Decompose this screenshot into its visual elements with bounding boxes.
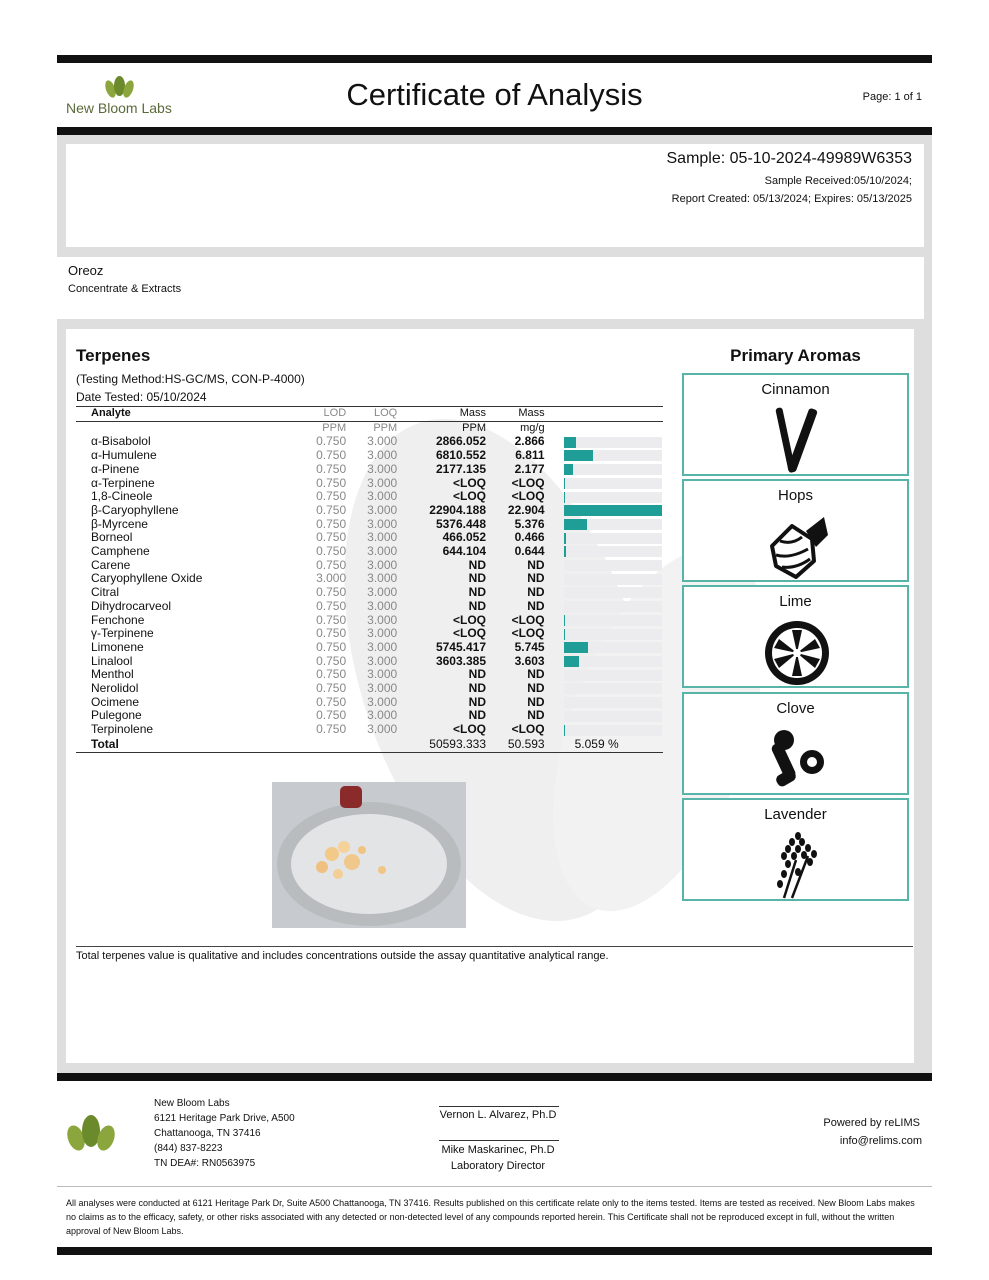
page-number: Page: 1 of 1 bbox=[862, 91, 922, 103]
mass-bar-track bbox=[564, 711, 662, 722]
analyte-name: Fenchone bbox=[91, 612, 145, 627]
mass-bar-fill bbox=[564, 642, 589, 653]
unit-mass: PPM bbox=[462, 421, 486, 434]
sample-received: Sample Received:05/10/2024; bbox=[764, 175, 912, 187]
loq-value: 3.000 bbox=[367, 681, 398, 696]
analyte-name: α-Humulene bbox=[91, 448, 157, 463]
mass-mg-value: <LOQ bbox=[511, 489, 545, 504]
mass-mg-value: 6.811 bbox=[515, 448, 545, 463]
lod-value: 0.750 bbox=[316, 598, 347, 613]
footer-top-rule bbox=[57, 1073, 932, 1081]
mass-bar-cell bbox=[545, 655, 663, 669]
mass-bar-track bbox=[564, 601, 662, 612]
product-name: Oreoz bbox=[68, 263, 104, 278]
mass-mg-value: ND bbox=[527, 571, 545, 586]
table-row bbox=[76, 682, 663, 696]
analyte-name: α-Terpinene bbox=[91, 475, 155, 490]
analyte-name: Dihydrocarveol bbox=[91, 598, 172, 613]
mass-bar-fill bbox=[564, 464, 573, 475]
analyte-name: Limonene bbox=[91, 639, 144, 654]
mass-bar-track bbox=[564, 683, 662, 694]
mass-bar-track bbox=[564, 464, 662, 475]
mass-bar-cell bbox=[545, 490, 663, 504]
mass-mg-value: ND bbox=[527, 708, 545, 723]
table-units-row bbox=[76, 421, 663, 435]
table-row bbox=[76, 559, 663, 573]
loq-value: 3.000 bbox=[367, 502, 398, 517]
loq-value: 3.000 bbox=[367, 722, 398, 737]
table-row bbox=[76, 449, 663, 463]
mass-bar-track bbox=[564, 587, 662, 598]
aroma-label: Clove bbox=[776, 700, 815, 717]
mass-bar-track bbox=[564, 697, 662, 708]
mass-bar-fill bbox=[564, 478, 565, 489]
mass-mg-value: <LOQ bbox=[511, 626, 545, 641]
table-row bbox=[76, 477, 663, 491]
mass-mg-value: 5.745 bbox=[514, 639, 545, 654]
lod-value: 0.750 bbox=[316, 694, 347, 709]
mass-mg-value: 0.644 bbox=[514, 544, 545, 559]
signer-2-title: Laboratory Director bbox=[450, 1160, 546, 1172]
mass-mg-value: 22.904 bbox=[507, 502, 545, 517]
lime-icon bbox=[762, 617, 832, 687]
lod-value: 0.750 bbox=[316, 530, 347, 545]
mass-bar-cell bbox=[545, 477, 663, 491]
loq-value: 3.000 bbox=[367, 639, 398, 654]
mass-bar-cell bbox=[545, 559, 663, 573]
table-row bbox=[76, 463, 663, 477]
loq-value: 3.000 bbox=[367, 571, 398, 586]
mass-bar-fill bbox=[564, 519, 587, 530]
footer-lab-name: New Bloom Labs bbox=[154, 1098, 230, 1109]
mass-bar-cell bbox=[545, 531, 663, 545]
mass-bar-fill bbox=[564, 533, 566, 544]
analyte-name: Menthol bbox=[91, 667, 134, 682]
signature-line-1 bbox=[439, 1106, 559, 1107]
mass-ppm-value: 2177.135 bbox=[435, 461, 486, 476]
mass-bar-track bbox=[564, 533, 662, 544]
aroma-label: Hops bbox=[777, 487, 814, 504]
mass-bar-fill bbox=[564, 656, 579, 667]
mass-bar-cell bbox=[545, 545, 663, 559]
analyte-name: Citral bbox=[91, 585, 120, 600]
lod-value: 0.750 bbox=[316, 461, 347, 476]
lod-value: 0.750 bbox=[316, 681, 347, 696]
analyte-name: Terpinolene bbox=[91, 722, 154, 737]
mass-bar-fill bbox=[564, 450, 593, 461]
loq-value: 3.000 bbox=[367, 489, 398, 504]
mass-bar-track bbox=[564, 656, 662, 667]
testing-method: (Testing Method:HS-GC/MS, CON-P-4000) bbox=[76, 372, 305, 386]
table-row bbox=[76, 572, 663, 586]
mass-mg-value: ND bbox=[527, 585, 545, 600]
loq-value: 3.000 bbox=[367, 626, 398, 641]
analyte-name: γ-Terpinene bbox=[91, 626, 154, 641]
mass-ppm-value: 466.052 bbox=[442, 530, 486, 545]
unit-loq: PPM bbox=[373, 421, 398, 434]
loq-value: 3.000 bbox=[367, 557, 398, 572]
mass-bar-cell bbox=[545, 504, 663, 518]
mass-ppm-value: ND bbox=[468, 694, 486, 709]
mass-ppm-value: ND bbox=[468, 681, 486, 696]
note-rule bbox=[76, 946, 913, 947]
powered-by: Powered by reLIMS bbox=[823, 1117, 920, 1129]
mass-ppm-value: 22904.188 bbox=[429, 502, 486, 517]
mass-mg-value: ND bbox=[527, 557, 545, 572]
lod-value: 0.750 bbox=[316, 667, 347, 682]
loq-value: 3.000 bbox=[367, 653, 398, 668]
mass-bar-cell bbox=[545, 586, 663, 600]
mass-bar-track bbox=[564, 615, 662, 626]
table-row bbox=[76, 504, 663, 518]
mass-bar-cell bbox=[545, 709, 663, 723]
product-category: Concentrate & Extracts bbox=[68, 283, 182, 295]
mass-ppm-value: 3603.385 bbox=[435, 653, 486, 668]
page-title: Certificate of Analysis bbox=[346, 77, 643, 112]
mass-ppm-value: 5376.448 bbox=[435, 516, 486, 531]
mass-ppm-value: 644.104 bbox=[442, 544, 486, 559]
col-lod: LOD bbox=[323, 407, 347, 419]
table-row bbox=[76, 545, 663, 559]
mass-mg-value: ND bbox=[527, 681, 545, 696]
aroma-card-hops bbox=[682, 479, 909, 582]
date-tested: Date Tested: 05/10/2024 bbox=[76, 390, 207, 404]
lod-value: 0.750 bbox=[316, 585, 347, 600]
mass-bar-track bbox=[564, 546, 662, 557]
table-row bbox=[76, 696, 663, 710]
footer-address2: Chattanooga, TN 37416 bbox=[154, 1128, 261, 1139]
total-mg: 50.593 bbox=[507, 736, 545, 751]
header-top-rule bbox=[57, 55, 932, 63]
analyte-name: 1,8-Cineole bbox=[91, 489, 153, 504]
analyte-name: Ocimene bbox=[91, 694, 140, 709]
mass-ppm-value: ND bbox=[468, 667, 486, 682]
lod-value: 3.000 bbox=[316, 571, 347, 586]
aroma-card-lime bbox=[682, 585, 909, 688]
hops-icon bbox=[762, 511, 832, 581]
mass-ppm-value: ND bbox=[468, 557, 486, 572]
mass-ppm-value: ND bbox=[468, 598, 486, 613]
loq-value: 3.000 bbox=[367, 598, 398, 613]
terpenes-note: Total terpenes value is qualitative and includes concentrations outside the assay quantitative analytical range. bbox=[76, 950, 609, 962]
loq-value: 3.000 bbox=[367, 530, 398, 545]
aromas-title: Primary Aromas bbox=[730, 346, 861, 365]
table-row bbox=[76, 600, 663, 614]
mass-ppm-value: <LOQ bbox=[452, 722, 486, 737]
mass-ppm-value: <LOQ bbox=[452, 626, 486, 641]
mass-bar-fill bbox=[564, 725, 565, 736]
table-row bbox=[76, 586, 663, 600]
col-loq: LOQ bbox=[373, 407, 398, 419]
footer-address1: 6121 Heritage Park Drive, A500 bbox=[154, 1113, 295, 1124]
mass-ppm-value: ND bbox=[468, 585, 486, 600]
mass-bar-fill bbox=[564, 505, 662, 516]
mass-mg-value: 2.177 bbox=[514, 461, 545, 476]
mass-mg-value: <LOQ bbox=[511, 722, 545, 737]
analyte-name: Nerolidol bbox=[91, 681, 139, 696]
total-row bbox=[76, 737, 663, 753]
mass-mg-value: ND bbox=[527, 694, 545, 709]
logo-text: New Bloom Labs bbox=[66, 100, 172, 116]
mass-bar-cell bbox=[545, 641, 663, 655]
mass-ppm-value: ND bbox=[468, 708, 486, 723]
lod-value: 0.750 bbox=[316, 626, 347, 641]
lod-value: 0.750 bbox=[316, 639, 347, 654]
table-row bbox=[76, 627, 663, 641]
mass-bar-cell bbox=[545, 463, 663, 477]
mass-bar-cell bbox=[545, 600, 663, 614]
terpenes-table bbox=[76, 406, 663, 753]
mass-bar-track bbox=[564, 519, 662, 530]
lavender-icon bbox=[762, 830, 832, 900]
mass-mg-value: ND bbox=[527, 667, 545, 682]
lod-value: 0.750 bbox=[316, 612, 347, 627]
mass-bar-cell bbox=[545, 723, 663, 737]
table-row bbox=[76, 723, 663, 737]
mass-bar-cell bbox=[545, 449, 663, 463]
loq-value: 3.000 bbox=[367, 461, 398, 476]
analyte-name: Camphene bbox=[91, 544, 150, 559]
lod-value: 0.750 bbox=[316, 653, 347, 668]
mass-mg-value: ND bbox=[527, 598, 545, 613]
total-label: Total bbox=[91, 736, 119, 751]
mass-ppm-value: 5745.417 bbox=[435, 639, 486, 654]
mass-bar-cell bbox=[545, 518, 663, 532]
signer-2: Mike Maskarinec, Ph.D bbox=[441, 1144, 555, 1156]
col-analyte: Analyte bbox=[91, 407, 131, 419]
mass-ppm-value: <LOQ bbox=[452, 612, 486, 627]
aroma-label: Lime bbox=[779, 593, 812, 610]
mass-bar-track bbox=[564, 492, 662, 503]
loq-value: 3.000 bbox=[367, 475, 398, 490]
mass-ppm-value: 2866.052 bbox=[435, 434, 486, 449]
loq-value: 3.000 bbox=[367, 516, 398, 531]
analyte-name: β-Caryophyllene bbox=[91, 502, 179, 517]
table-row bbox=[76, 490, 663, 504]
mass-bar-track bbox=[564, 642, 662, 653]
lod-value: 0.750 bbox=[316, 722, 347, 737]
mass-bar-track bbox=[564, 725, 662, 736]
loq-value: 3.000 bbox=[367, 667, 398, 682]
mass-bar-track bbox=[564, 437, 662, 448]
mass-bar-fill bbox=[564, 437, 576, 448]
mass-bar-track bbox=[564, 450, 662, 461]
lod-value: 0.750 bbox=[316, 544, 347, 559]
footer-phone: (844) 837-8223 bbox=[154, 1143, 223, 1154]
sample-photo bbox=[272, 782, 466, 928]
analyte-name: α-Bisabolol bbox=[91, 434, 151, 449]
mass-mg-value: <LOQ bbox=[511, 612, 545, 627]
loq-value: 3.000 bbox=[367, 694, 398, 709]
sample-id: Sample: 05-10-2024-49989W6353 bbox=[666, 150, 912, 167]
signer-1: Vernon L. Alvarez, Ph.D bbox=[439, 1109, 557, 1121]
table-row bbox=[76, 614, 663, 628]
table-row bbox=[76, 531, 663, 545]
col-bar bbox=[545, 407, 663, 422]
mass-bar-track bbox=[564, 629, 662, 640]
mass-mg-value: <LOQ bbox=[511, 475, 545, 490]
loq-value: 3.000 bbox=[367, 434, 398, 449]
lod-value: 0.750 bbox=[316, 502, 347, 517]
clove-icon bbox=[762, 724, 832, 794]
product-box bbox=[57, 257, 924, 319]
analyte-name: β-Myrcene bbox=[91, 516, 148, 531]
terpenes-title: Terpenes bbox=[76, 346, 151, 365]
unit-mg: mg/g bbox=[520, 421, 545, 434]
lod-value: 0.750 bbox=[316, 557, 347, 572]
disclaimer: All analyses were conducted at 6121 Heritage Park Dr, Suite A500 Chattanooga, TN 37416. Results published on this certificate relate only to the items tested. Items are tested as received. New Bloom Labs makes no claims as to the efficacy, safety, or other risks associated with any detected or non-detected level of any compounds reported herein. This Certificate shall not be reproduced except in full, without the written approval of New Bloom Labs. bbox=[66, 1198, 915, 1236]
analyte-name: Linalool bbox=[91, 653, 133, 668]
mass-bar-cell bbox=[545, 696, 663, 710]
footer-bottom-rule bbox=[57, 1247, 932, 1255]
mass-ppm-value: 6810.552 bbox=[435, 448, 486, 463]
loq-value: 3.000 bbox=[367, 448, 398, 463]
mass-ppm-value: <LOQ bbox=[452, 489, 486, 504]
aroma-card-clove bbox=[682, 692, 909, 795]
mass-ppm-value: ND bbox=[468, 571, 486, 586]
mass-bar-cell bbox=[545, 572, 663, 586]
aroma-label: Cinnamon bbox=[761, 381, 830, 398]
table-row bbox=[76, 668, 663, 682]
total-pct: 5.059 % bbox=[574, 736, 619, 751]
col-mass-ppm: Mass bbox=[459, 407, 486, 419]
mass-mg-value: 0.466 bbox=[514, 530, 545, 545]
lod-value: 0.750 bbox=[316, 708, 347, 723]
loq-value: 3.000 bbox=[367, 612, 398, 627]
contact-email: info@relims.com bbox=[839, 1135, 922, 1147]
analyte-name: Pulegone bbox=[91, 708, 142, 723]
analyte-name: α-Pinene bbox=[91, 461, 140, 476]
analyte-name: Borneol bbox=[91, 530, 133, 545]
mass-bar-track bbox=[564, 670, 662, 681]
footer-logo bbox=[66, 1113, 116, 1153]
table-row bbox=[76, 655, 663, 669]
table-row bbox=[76, 641, 663, 655]
mass-bar-cell bbox=[545, 682, 663, 696]
mass-bar-track bbox=[564, 574, 662, 585]
mass-bar-fill bbox=[564, 615, 565, 626]
table-row bbox=[76, 518, 663, 532]
aroma-card-lavender bbox=[682, 798, 909, 901]
lod-value: 0.750 bbox=[316, 516, 347, 531]
mass-bar-fill bbox=[564, 492, 565, 503]
header-bottom-rule bbox=[57, 127, 932, 135]
loq-value: 3.000 bbox=[367, 708, 398, 723]
signature-line-2 bbox=[439, 1140, 559, 1141]
terpenes-body bbox=[76, 435, 663, 736]
mass-bar-track bbox=[564, 505, 662, 516]
mass-bar-cell bbox=[545, 627, 663, 641]
col-mass-mg: Mass bbox=[518, 407, 545, 419]
loq-value: 3.000 bbox=[367, 544, 398, 559]
mass-bar-cell bbox=[545, 435, 663, 449]
mass-bar-fill bbox=[564, 629, 565, 640]
mass-mg-value: 3.603 bbox=[514, 653, 545, 668]
analyte-name: Carene bbox=[91, 557, 131, 572]
footer-dea: TN DEA#: RN0563975 bbox=[154, 1158, 256, 1169]
total-ppm: 50593.333 bbox=[429, 736, 486, 751]
unit-lod: PPM bbox=[322, 421, 347, 434]
mass-ppm-value: <LOQ bbox=[452, 475, 486, 490]
lod-value: 0.750 bbox=[316, 489, 347, 504]
aroma-card-cinnamon bbox=[682, 373, 909, 476]
mass-bar-track bbox=[564, 478, 662, 489]
analyte-name: Caryophyllene Oxide bbox=[91, 571, 203, 586]
table-header-row bbox=[76, 407, 663, 422]
loq-value: 3.000 bbox=[367, 585, 398, 600]
mass-bar-cell bbox=[545, 668, 663, 682]
mass-mg-value: 5.376 bbox=[514, 516, 545, 531]
mass-bar-cell bbox=[545, 614, 663, 628]
disclaimer-rule bbox=[57, 1186, 932, 1187]
mass-mg-value: 2.866 bbox=[514, 434, 545, 449]
footer-address bbox=[154, 1096, 295, 1171]
report-created: Report Created: 05/13/2024; Expires: 05/13/2025 bbox=[671, 193, 912, 205]
cinnamon-icon bbox=[762, 405, 832, 475]
lod-value: 0.750 bbox=[316, 434, 347, 449]
mass-bar-fill bbox=[564, 546, 567, 557]
table-row bbox=[76, 435, 663, 449]
table-row bbox=[76, 709, 663, 723]
aroma-label: Lavender bbox=[764, 806, 827, 823]
mass-bar-track bbox=[564, 560, 662, 571]
lod-value: 0.750 bbox=[316, 475, 347, 490]
lod-value: 0.750 bbox=[316, 448, 347, 463]
